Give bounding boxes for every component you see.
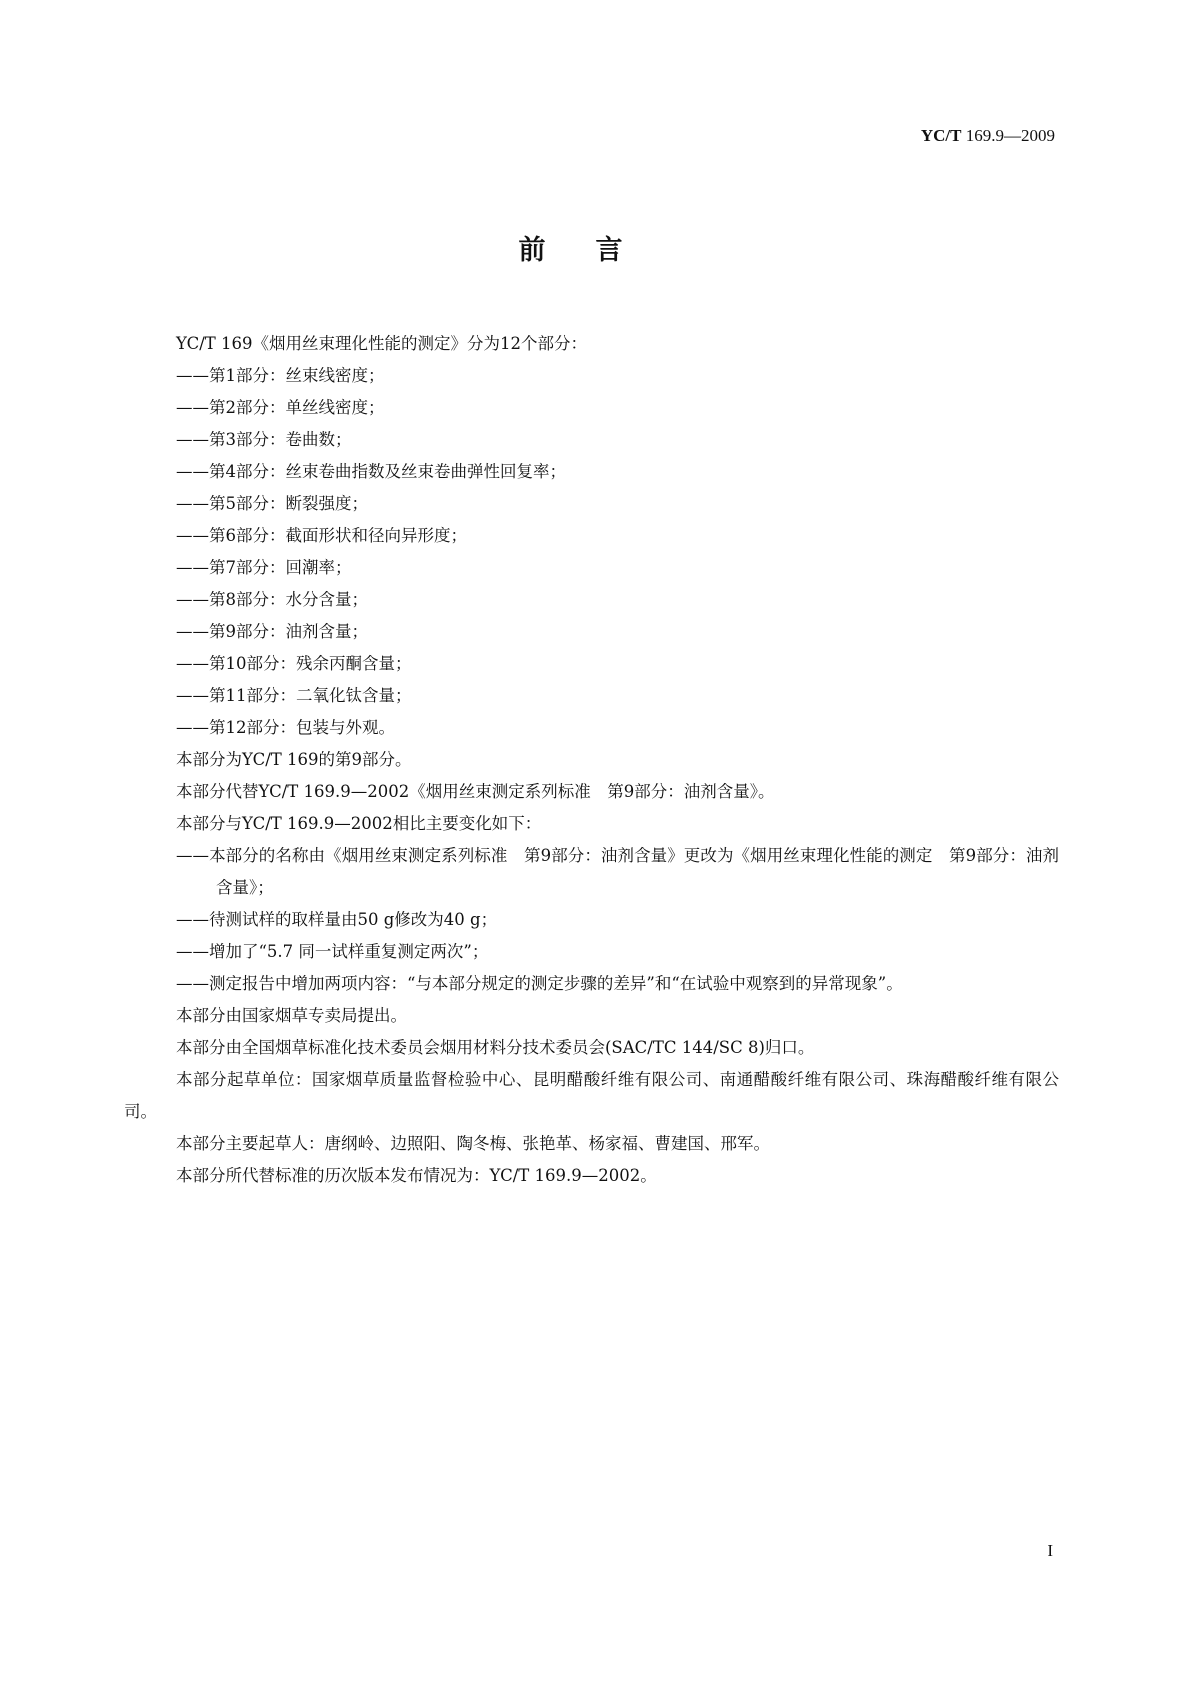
replaces-paragraph: 本部分代替YC/T 169.9—2002《烟用丝束测定系列标准 第9部分：油剂含量》。	[176, 782, 775, 801]
part-list-item: ——第2部分：单丝线密度；	[176, 398, 385, 417]
intro-paragraph: YC/T 169《烟用丝束理化性能的测定》分为12个部分：	[176, 334, 588, 353]
part-list-item: ——第12部分：包装与外观。	[176, 718, 395, 737]
proposed-paragraph: 本部分由国家烟草专卖局提出。	[176, 1006, 407, 1025]
part-list-item: ——第9部分：油剂含量；	[176, 622, 368, 641]
standard-code-prefix: YC/T	[920, 126, 962, 145]
foreword-body	[124, 328, 1059, 1192]
history-paragraph: 本部分所代替标准的历次版本发布情况为：YC/T 169.9—2002。	[176, 1166, 657, 1185]
standard-code	[921, 126, 1055, 146]
changes-intro-paragraph: 本部分与YC/T 169.9—2002相比主要变化如下：	[176, 814, 542, 833]
drafters-paragraph: 本部分主要起草人：唐纲岭、边照阳、陶冬梅、张艳革、杨家福、曹建国、邢军。	[176, 1134, 770, 1153]
part-list-item: ——第11部分：二氧化钛含量；	[176, 686, 412, 705]
page-title: 前言	[518, 235, 673, 266]
change-list-item: ——测定报告中增加两项内容：“与本部分规定的测定步骤的差异”和“在试验中观察到的异常现象”。	[176, 974, 903, 993]
change-list-item: ——增加了“5.7 同一试样重复测定两次”；	[176, 942, 489, 961]
this-part-paragraph: 本部分为YC/T 169的第9部分。	[176, 750, 412, 769]
page-number: I	[1047, 1541, 1053, 1560]
managed-paragraph: 本部分由全国烟草标准化技术委员会烟用材料分技术委员会(SAC/TC 144/SC 8)归口。	[176, 1038, 815, 1057]
change-list-item: ——待测试样的取样量由50 g修改为40 g；	[176, 910, 498, 929]
change-list-item: ——本部分的名称由《烟用丝束测定系列标准 第9部分：油剂含量》更改为《烟用丝束理化性能的测定 第9部分：油剂含量》；	[176, 846, 1059, 897]
part-list-item: ——第3部分：卷曲数；	[176, 430, 352, 449]
part-list-item: ——第1部分：丝束线密度；	[176, 366, 385, 385]
drafting-units-paragraph: 本部分起草单位：国家烟草质量监督检验中心、昆明醋酸纤维有限公司、南通醋酸纤维有限公司、珠海醋酸纤维有限公司。	[124, 1070, 1059, 1121]
part-list-item: ——第7部分：回潮率；	[176, 558, 352, 577]
part-list-item: ——第10部分：残余丙酮含量；	[176, 654, 412, 673]
part-list-item: ——第6部分：截面形状和径向异形度；	[176, 526, 467, 545]
standard-code-number: 169.9—2009	[965, 126, 1055, 145]
part-list-item: ——第5部分：断裂强度；	[176, 494, 368, 513]
part-list-item: ——第8部分：水分含量；	[176, 590, 368, 609]
part-list-item: ——第4部分：丝束卷曲指数及丝束卷曲弹性回复率；	[176, 462, 566, 481]
